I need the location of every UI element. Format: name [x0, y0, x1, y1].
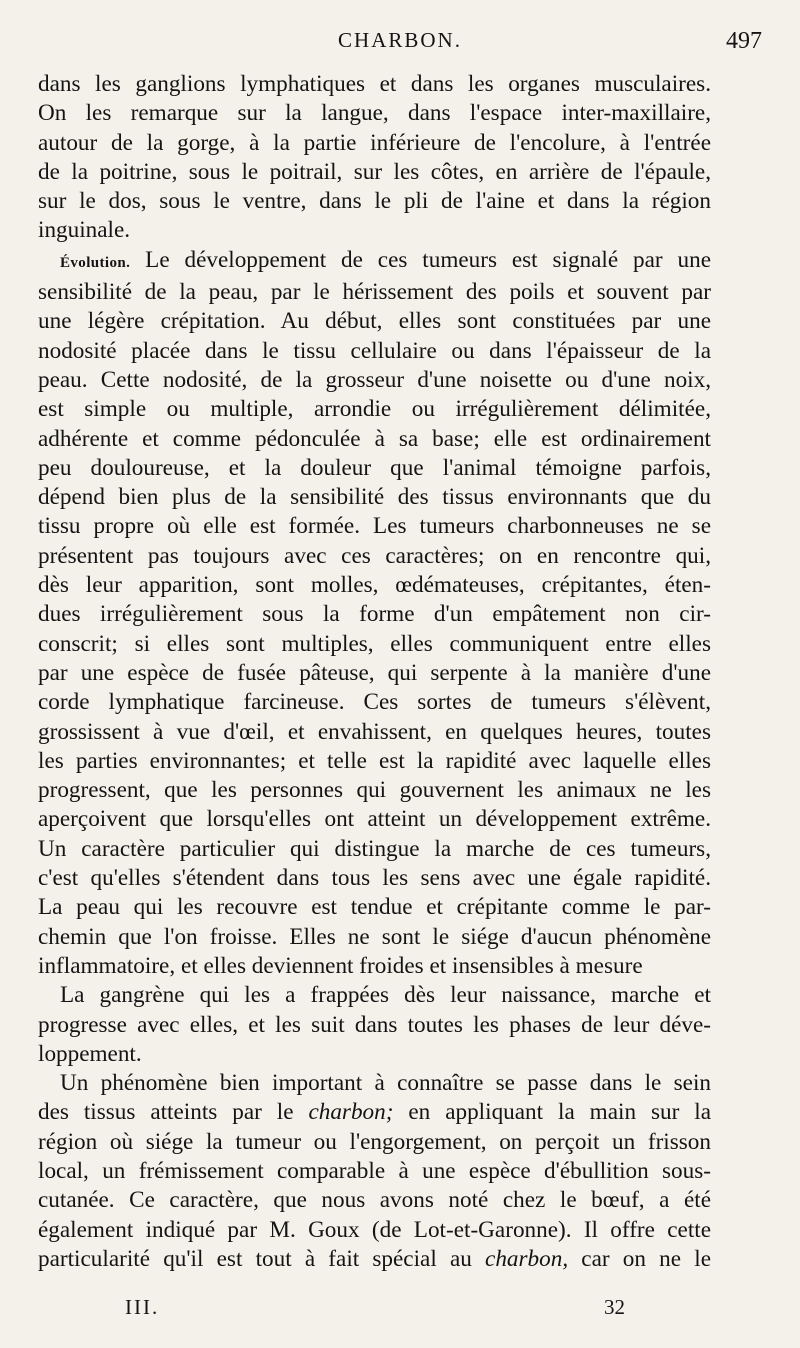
text-fragment: en appliquant la main sur la — [393, 1099, 711, 1126]
text-line: également indiqué par M. Goux (de Lot-et-Garonne). Il offre cette — [38, 1216, 711, 1243]
text-line: dues irrégulièrement sous la forme d'un empâtement non cir- — [38, 601, 711, 628]
page-footer — [125, 1295, 625, 1325]
text-line: sur le dos, sous le ventre, dans le pli de l'aine et dans la région — [38, 188, 711, 215]
text-fragment: Le développement de ces tumeurs est signalé par une — [145, 246, 712, 273]
text-line: peau. Cette nodosité, de la grosseur d'une noisette ou d'une noix, — [38, 366, 711, 393]
text-line: de la poitrine, sous le poitrail, sur les côtes, en arrière de l'épaule, — [38, 158, 711, 185]
text-line: corde lymphatique farcineuse. Ces sortes de tumeurs s'élèvent, — [38, 689, 711, 716]
text-fragment: car on ne le — [568, 1245, 711, 1272]
text-line: loppement. — [38, 1040, 142, 1067]
text-line: local, un frémissement comparable à une espèce d'ébullition sous- — [38, 1157, 711, 1184]
text-line: nodosité placée dans le tissu cellulaire ou dans l'épaisseur de la — [38, 337, 711, 364]
text-line: cutanée. Ce caractère, que nous avons noté chez le bœuf, a été — [38, 1187, 711, 1214]
page-header — [38, 28, 762, 62]
text-line: présentent pas toujours avec ces caractères; on en rencontre qui, — [38, 542, 711, 569]
signature-mark: III. — [125, 1295, 160, 1319]
paragraph-evolution — [38, 246, 711, 981]
text-line — [38, 1098, 711, 1127]
paragraph-1 — [38, 70, 711, 246]
sheet-number: 32 — [604, 1295, 625, 1319]
text-line: Un phénomène bien important à connaître se passe dans le sein — [60, 1070, 711, 1097]
italic-term: charbon, — [485, 1245, 569, 1272]
text-line: La gangrène qui les a frappées dès leur naissance, marche et — [60, 982, 711, 1009]
text-fragment: des tissus atteints par le — [38, 1099, 309, 1126]
text-line: inflammatoire, et elles deviennent froides et insensibles à mesure — [38, 952, 643, 979]
text-line: On les remarque sur la langue, dans l'espace inter-maxillaire, — [38, 100, 711, 127]
text-line: dépend bien plus de la sensibilité des tissus environnants que du — [38, 484, 711, 511]
paragraph-gangrene — [38, 981, 711, 1069]
text-line: les parties environnantes; et telle est la rapidité avec laquelle elles — [38, 747, 711, 774]
text-line: chemin que l'on froisse. Elles ne sont le siége d'aucun phénomène — [38, 923, 711, 950]
text-line: sensibilité de la peau, par le hérissement des poils et souvent par — [38, 279, 711, 306]
text-line: tissu propre où elle est formée. Les tumeurs charbonneuses ne se — [38, 513, 711, 540]
body-text — [38, 70, 711, 1274]
text-line: peu douloureuse, et la douleur que l'animal témoigne parfois, — [38, 454, 711, 481]
text-line: grossissent à vue d'œil, et envahissent, en quelques heures, toutes — [38, 718, 711, 745]
text-line: Un caractère particulier qui distingue la marche de ces tumeurs, — [38, 835, 711, 862]
text-line: progresse avec elles, et les suit dans toutes les phases de leur déve- — [38, 1011, 711, 1038]
text-line: dans les ganglions lymphatiques et dans les organes musculaires. — [38, 71, 711, 97]
text-line: est simple ou multiple, arrondie ou irrégulièrement délimitée, — [38, 396, 711, 423]
text-line — [38, 246, 711, 278]
running-title: CHARBON. — [338, 28, 462, 52]
section-label: Évolution. — [60, 254, 131, 271]
text-line: c'est qu'elles s'étendent dans tous les sens avec une égale rapidité. — [38, 865, 711, 892]
text-fragment: particularité qu'il est tout à fait spécial au — [38, 1245, 486, 1272]
text-line: conscrit; si elles sont multiples, elles communiquent entre elles — [38, 630, 711, 657]
text-line: autour de la gorge, à la partie inférieure de l'encolure, à l'entrée — [38, 129, 711, 156]
text-line: inguinale. — [38, 217, 131, 244]
text-line: dès leur apparition, sont molles, œdémateuses, crépitantes, éten- — [38, 572, 711, 599]
italic-term: charbon; — [308, 1099, 394, 1126]
text-line: par une espèce de fusée pâteuse, qui serpente à la manière d'une — [38, 659, 711, 686]
text-line: une légère crépitation. Au début, elles sont constituées par une — [38, 308, 711, 335]
page-number: 497 — [726, 28, 762, 54]
paragraph-phenomenon — [38, 1069, 711, 1274]
text-line: aperçoivent que lorsqu'elles ont atteint un développement extrême. — [38, 806, 711, 833]
text-line: adhérente et comme pédonculée à sa base; elle est ordinairement — [38, 425, 711, 452]
text-line: La peau qui les recouvre est tendue et crépitante comme le par- — [38, 894, 711, 921]
text-line — [38, 1245, 711, 1274]
text-line: région où siége la tumeur ou l'engorgement, on perçoit un frisson — [38, 1128, 711, 1155]
text-line: progressent, que les personnes qui gouvernent les animaux ne les — [38, 777, 711, 804]
